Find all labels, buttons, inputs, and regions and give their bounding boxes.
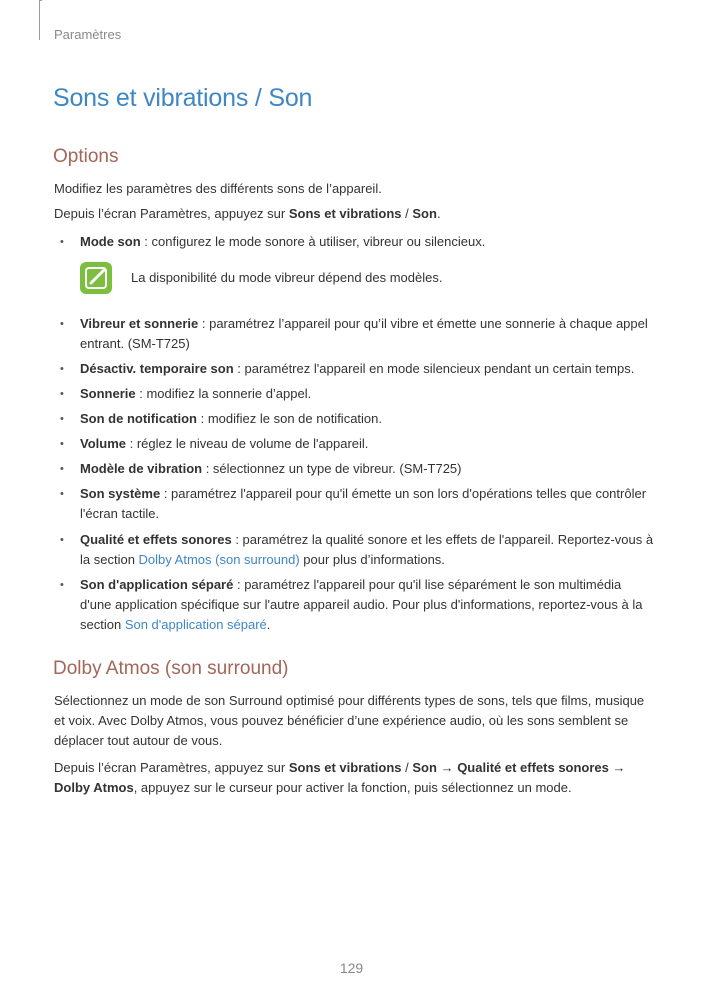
section-title-dolby: Dolby Atmos (son surround)	[53, 658, 289, 679]
item-suffix: .	[266, 617, 271, 632]
para2-bold-4: Dolby Atmos	[54, 780, 134, 795]
pencil-note-icon	[80, 262, 112, 294]
item-desc: : configurez le mode sonore à utiliser, vibreur ou silencieux.	[140, 234, 486, 249]
bullet-dot-icon: •	[60, 363, 64, 375]
item-term: Vibreur et sonnerie	[80, 316, 199, 331]
options-intro-1: Modifiez les paramètres des différents sons de l’appareil.	[54, 181, 382, 196]
bullet-dot-icon: •	[60, 488, 64, 500]
item-term: Mode son	[80, 234, 141, 249]
para2-arrow-1: →	[436, 760, 458, 775]
intro2-suffix: .	[436, 206, 441, 221]
item-term: Son d'application séparé	[80, 577, 234, 592]
section-title-options: Options	[53, 146, 119, 167]
bullet-dot-icon: •	[60, 413, 64, 425]
list-item-qualite	[60, 530, 656, 570]
para2-text: Depuis l’écran Paramètres, appuyez sur	[54, 760, 289, 775]
bullet-dot-icon: •	[60, 236, 64, 248]
note-text: La disponibilité du mode vibreur dépend des modèles.	[131, 270, 443, 285]
list-item-mode-son	[60, 232, 656, 252]
bullet-dot-icon: •	[60, 318, 64, 330]
bullet-dot-icon: •	[60, 438, 64, 450]
bullet-dot-icon: •	[60, 579, 64, 591]
item-term: Désactiv. temporaire son	[80, 361, 234, 376]
item-term: Son système	[80, 486, 161, 501]
intro2-bold-2: Son	[412, 206, 437, 221]
intro2-bold-1: Sons et vibrations	[288, 206, 402, 221]
para2-separator: /	[401, 760, 413, 775]
bullet-dot-icon: •	[60, 388, 64, 400]
item-desc: : modifiez le son de notification.	[197, 411, 382, 426]
para2-arrow-2: →	[608, 760, 626, 775]
list-item-app-separe	[60, 575, 656, 635]
link-son-application-separe[interactable]: Son d'application séparé	[124, 617, 267, 632]
intro2-separator: /	[401, 206, 413, 221]
item-desc: : sélectionnez un type de vibreur. (SM-T725)	[202, 461, 462, 476]
para2-suffix: , appuyez sur le curseur pour activer la fonction, puis sélectionnez un mode.	[133, 780, 572, 795]
para2-bold-3: Qualité et effets sonores	[457, 760, 609, 775]
options-intro-2	[54, 204, 654, 224]
running-header: Paramètres	[54, 27, 122, 42]
dolby-para-1: Sélectionnez un mode de son Surround optimisé pour différents types de sons, tels que films, musique et voix. Avec Dolby Atmos, vous pouvez bénéficier d’une expérience audio, où les sons semblent se déplacer tout autour de vous.	[54, 693, 645, 748]
intro2-text: Depuis l’écran Paramètres, appuyez sur	[54, 206, 289, 221]
list-item	[60, 409, 656, 429]
para2-bold-2: Son	[412, 760, 437, 775]
page-title: Sons et vibrations / Son	[53, 84, 313, 112]
dolby-para-2	[54, 758, 654, 798]
item-desc: : réglez le niveau de volume de l'appareil.	[126, 436, 369, 451]
list-item	[60, 359, 656, 379]
item-term: Modèle de vibration	[80, 461, 203, 476]
item-desc: : paramétrez l'appareil pour qu'il émette un son lors d'opérations telles que contrôler l'écran tactile.	[80, 486, 647, 521]
item-term: Qualité et effets sonores	[80, 532, 232, 547]
list-item	[60, 484, 656, 524]
corner-mark-vertical	[39, 0, 40, 40]
list-item	[60, 459, 656, 479]
item-desc: : modifiez la sonnerie d’appel.	[135, 386, 312, 401]
item-desc: : paramétrez l'appareil en mode silencieux pendant un certain temps.	[233, 361, 635, 376]
list-item	[60, 384, 656, 404]
list-item	[60, 314, 656, 354]
list-item	[60, 434, 656, 454]
item-term: Volume	[80, 436, 126, 451]
item-desc: : paramétrez la qualité sonore et les effets de l'appareil. Reportez-vous à la section	[80, 532, 654, 567]
item-desc: : paramétrez l'appareil pour qu'il lise séparément le son multimédia d'une application spécifique sur l'autre appareil audio. Pour plus d'informations, reportez-vous à la section	[80, 577, 643, 632]
bullet-dot-icon: •	[60, 534, 64, 546]
link-dolby-atmos[interactable]: Dolby Atmos (son surround)	[138, 552, 300, 567]
bullet-dot-icon: •	[60, 463, 64, 475]
item-desc: : paramétrez l’appareil pour qu’il vibre et émette une sonnerie à chaque appel entrant. (SM-T725)	[80, 316, 648, 351]
item-term: Son de notification	[80, 411, 197, 426]
item-term: Sonnerie	[80, 386, 136, 401]
item-suffix: pour plus d’informations.	[299, 552, 445, 567]
para2-bold-1: Sons et vibrations	[288, 760, 402, 775]
corner-mark-horizontal	[39, 0, 42, 1]
page-number: 129	[339, 960, 364, 976]
